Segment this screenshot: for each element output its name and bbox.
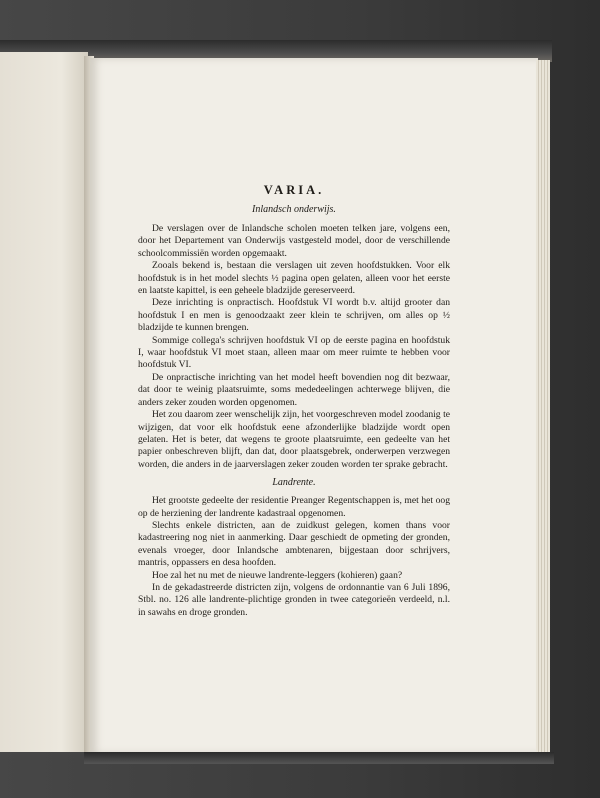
paragraph: Het grootste gedeelte der residentie Preanger Regentschappen is, met het oog op de herziening der landrente kadastraal opgenomen. [138,495,450,519]
paragraph: Hoe zal het nu met de nieuwe landrente-leggers (kohieren) gaan? [152,569,403,581]
page-content [138,183,450,619]
paragraph: Het zou daarom zeer wenschelijk zijn, het voorgeschreven model zoodanig te wijzigen, dat voor elk hoofdstuk eene afzonderlijke bladzijde wordt open gelaten. Het is beter, dat wegens te groote plaatsruimte, een gedeelte van het papier onbeschreven blijft, dan dat, door plaatsgebrek, onderwerpen verzwegen worden, die anders in de jaarverslagen zeker zouden worden ter sprake gebracht. [138,409,450,470]
paragraph: In de gekadastreerde districten zijn, volgens de ordonnantie van 6 Juli 1896, Stbl. no. 126 alle landrente-plichtige gronden in twee categorieën verdeeld, n.l. in sawahs en droge gronden. [138,581,450,618]
page-title: VARIA. [263,183,325,197]
left-page [0,52,88,752]
section-heading: Landrente. [272,477,316,489]
paragraph: Sommige collega's schrijven hoofdstuk VI op de eerste pagina en hoofdstuk I, waar hoofdstuk VI moet staan, alleen maar om meer ruimte te hebben voor hoofdstuk VI. [138,334,450,371]
section-heading: Inlandsch onderwijs. [252,204,336,215]
paragraph: De onpractische inrichting van het model heeft bovendien nog dit bezwaar, dat door te weinig plaatsruimte, soms mededeelingen achterwege blijven, die anders zeker zouden worden opgenomen. [138,371,450,408]
paragraph: De verslagen over de Inlandsche scholen moeten telken jare, volgens een, door het Departement van Onderwijs vastgesteld model, door de verschillende schoolcommissiën worden opgemaakt. [138,223,450,259]
paragraph: Deze inrichting is onpractisch. Hoofdstuk VI wordt b.v. altijd grooter dan hoofdstuk I en men is genoodzaakt zeer klein te schrijven, om alles op ½ bladzijde te kunnen brengen. [138,297,450,334]
paragraph: Slechts enkele districten, aan de zuidkust gelegen, komen thans voor kadastreering nog niet in aanmerking. Daar geschiedt de opmeting der gronden, evenals vroeger, door Inlandsche ambtenaren, bijgestaan door schrijvers, mantris, oppassers en desa hoofden. [138,519,450,569]
book-bottom-edge [84,752,554,764]
page-stack-edge [536,60,550,754]
paragraph: Zooals bekend is, bestaan die verslagen uit zeven hoofdstukken. Voor elk hoofdstuk is in het model slechts ½ pagina open gelaten, alleen voor het eerste en laatste kapittel, is een geheele bladzijde gereserveerd. [138,260,450,297]
